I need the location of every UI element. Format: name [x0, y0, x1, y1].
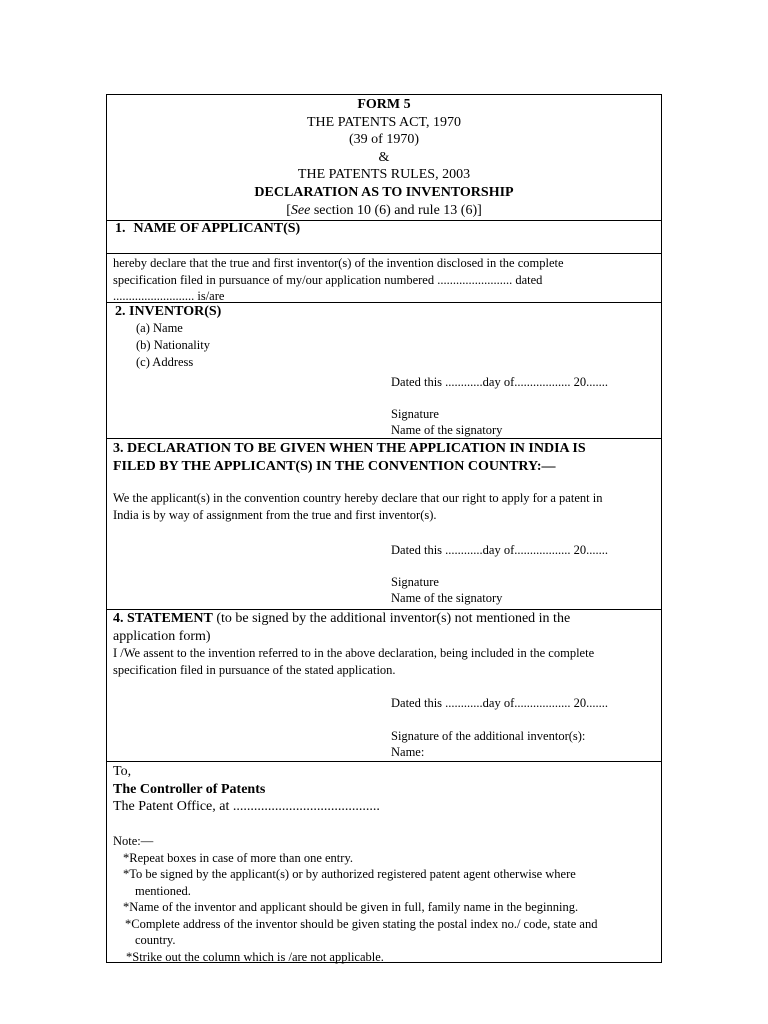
note-label: Note:— — [113, 834, 154, 848]
dated-line: Dated this ............day of.................. 20....... — [391, 375, 608, 389]
declaration-title: DECLARATION AS TO INVENTORSHIP — [254, 184, 514, 200]
section-inventors — [107, 303, 661, 439]
controller-label: The Controller of Patents — [113, 781, 266, 797]
dated-line: Dated this ............day of.................. 20....... — [391, 543, 608, 557]
note-item-continuation: mentioned. — [135, 883, 191, 898]
note-item: *Name of the inventor and applicant should be given in full, family name in the beginning. — [123, 900, 579, 914]
see-word: See — [290, 202, 311, 218]
act-title: THE PATENTS ACT, 1970 — [306, 114, 461, 130]
field-name: (a) Name — [136, 321, 183, 335]
signature-label: Signature — [391, 575, 439, 589]
section-heading: 3. DECLARATION TO BE GIVEN WHEN THE APPLICATION IN INDIA IS FILED BY THE APPLICANT(S) IN THE CONVENTION COUNTRY:— — [113, 441, 586, 474]
convention-body: We the applicant(s) in the convention country hereby declare that our right to apply for a patent in India is by way of assignment from the true and first inventor(s). — [113, 491, 603, 522]
note-item: *Complete address of the inventor should be given stating the postal index no./ code, state and — [125, 916, 598, 931]
signature-label: Signature — [391, 407, 439, 421]
form-header — [107, 95, 661, 221]
note-item: *Repeat boxes in case of more than one entry. — [123, 850, 354, 865]
name-label: Name: — [391, 745, 425, 759]
dated-line: Dated this ............day of.................. 20....... — [391, 696, 608, 710]
addressee — [113, 763, 380, 816]
section-reference: [See section 10 (6) and rule 13 (6)] — [286, 202, 482, 218]
to-label: To, — [113, 764, 132, 779]
field-address: (c) Address — [136, 355, 194, 369]
declaration-line: specification filed in pursuance of my/our application numbered ........................ dated — [113, 272, 543, 287]
note-item: *To be signed by the applicant(s) or by authorized registered patent agent otherwise where — [123, 867, 576, 881]
note-item-continuation: country. — [135, 933, 176, 947]
section-convention-declaration — [107, 439, 661, 610]
signatory-label: Name of the signatory — [391, 591, 503, 605]
act-number: (39 of 1970) — [349, 132, 419, 148]
signatory-label: Name of the signatory — [391, 423, 503, 437]
ampersand: & — [378, 149, 390, 165]
signature-label: Signature of the additional inventor(s): — [391, 729, 586, 743]
declaration-line: .......................... is/are — [113, 289, 225, 303]
section-heading: 1. NAME OF APPLICANT(S) — [115, 221, 301, 236]
declaration-line: hereby declare that the true and first inventor(s) of the invention disclosed in the complete — [113, 256, 564, 270]
section-addressee-notes — [107, 762, 661, 962]
section-heading: 2. INVENTOR(S) — [115, 304, 222, 319]
form-number: FORM 5 — [357, 97, 411, 112]
note-item: *Strike out the column which is /are not applicable. — [126, 949, 384, 964]
rules-title: THE PATENTS RULES, 2003 — [297, 167, 471, 183]
section-declaration-text — [107, 254, 661, 303]
notes — [113, 833, 597, 965]
section-statement — [107, 610, 661, 762]
form-5-declaration — [106, 94, 662, 963]
statement-body: I /We assent to the invention referred to in the above declaration, being included in the complete specification filed in pursuance of the stated application. — [113, 646, 595, 677]
office-label: The Patent Office, at .......................................... — [113, 799, 380, 814]
section-name-of-applicant — [107, 221, 661, 254]
inventor-fields — [136, 320, 210, 371]
section-heading: 4. STATEMENT (to be signed by the additional inventor(s) not mentioned in the application form) — [113, 611, 571, 644]
field-nationality: (b) Nationality — [136, 338, 210, 352]
